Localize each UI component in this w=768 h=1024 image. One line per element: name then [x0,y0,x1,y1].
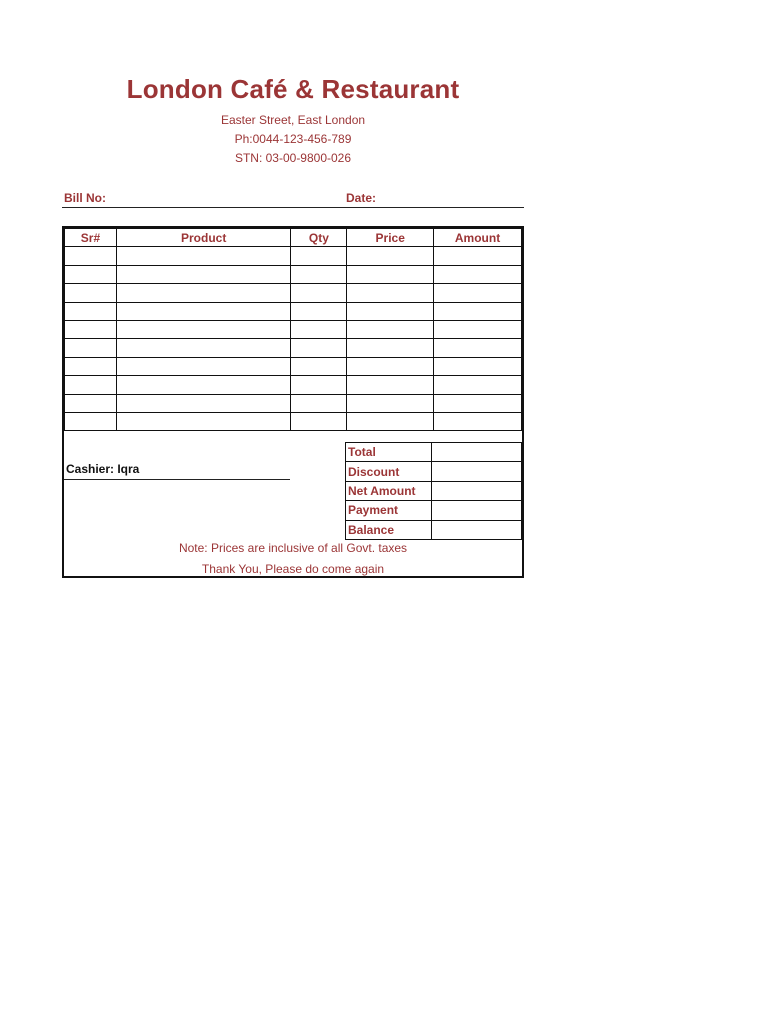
table-row [65,247,522,265]
table-row [65,339,522,357]
table-row [65,320,522,338]
totals-row-net-amount [346,481,522,500]
product-cell[interactable] [116,357,291,375]
address-line: Easter Street, East London [220,113,366,127]
totals-table [345,442,522,540]
sr-cell[interactable] [65,394,117,412]
amount-cell[interactable] [434,394,522,412]
product-cell[interactable] [116,284,291,302]
product-cell[interactable] [116,320,291,338]
price-cell[interactable] [347,412,434,430]
phone-line: Ph:0044-123-456-789 [234,132,352,146]
qty-cell[interactable] [291,265,347,283]
price-cell[interactable] [347,320,434,338]
item-rows [65,247,522,431]
net-amount-value-cell[interactable] [432,481,522,500]
totals-row-balance [346,520,522,539]
price-cell[interactable] [347,394,434,412]
thank-you-note: Thank You, Please do come again [201,562,385,576]
table-row [65,265,522,283]
product-cell[interactable] [116,394,291,412]
amount-cell[interactable] [434,376,522,394]
qty-cell[interactable] [291,247,347,265]
amount-cell[interactable] [434,265,522,283]
product-cell[interactable] [116,265,291,283]
price-cell[interactable] [347,357,434,375]
price-cell[interactable] [347,265,434,283]
sr-cell[interactable] [65,376,117,394]
total-label: Total [346,443,432,462]
amount-cell[interactable] [434,302,522,320]
column-header-amount: Amount [434,229,522,247]
amount-cell[interactable] [434,339,522,357]
invoice-table [62,226,524,578]
price-cell[interactable] [347,284,434,302]
stn-line: STN: 03-00-9800-026 [234,151,352,165]
product-cell[interactable] [116,412,291,430]
payment-label: Payment [346,501,432,520]
table-row [65,412,522,430]
sr-cell[interactable] [65,320,117,338]
date-label: Date: [346,191,377,205]
price-cell[interactable] [347,376,434,394]
sr-cell[interactable] [65,302,117,320]
price-cell[interactable] [347,302,434,320]
totals-row-discount [346,462,522,481]
sr-cell[interactable] [65,339,117,357]
qty-cell[interactable] [291,357,347,375]
balance-value-cell[interactable] [432,520,522,539]
sr-cell[interactable] [65,247,117,265]
qty-cell[interactable] [291,394,347,412]
table-row [65,302,522,320]
qty-cell[interactable] [291,320,347,338]
qty-cell[interactable] [291,376,347,394]
table-row [65,394,522,412]
amount-cell[interactable] [434,284,522,302]
amount-cell[interactable] [434,357,522,375]
cashier-label: Cashier: Iqra [64,462,290,480]
sr-cell[interactable] [65,357,117,375]
payment-value-cell[interactable] [432,501,522,520]
balance-label: Balance [346,520,432,539]
sr-cell[interactable] [65,265,117,283]
bill-info-row [62,190,524,208]
table-row [65,376,522,394]
product-cell[interactable] [116,302,291,320]
column-header-product: Product [116,229,291,247]
product-cell[interactable] [116,339,291,357]
header-row [65,229,522,247]
net-amount-label: Net Amount [346,481,432,500]
qty-cell[interactable] [291,339,347,357]
amount-cell[interactable] [434,412,522,430]
price-cell[interactable] [347,339,434,357]
discount-label: Discount [346,462,432,481]
column-header-qty: Qty [291,229,347,247]
total-value-cell[interactable] [432,443,522,462]
table-row [65,357,522,375]
column-header-price: Price [347,229,434,247]
price-cell[interactable] [347,247,434,265]
product-cell[interactable] [116,247,291,265]
amount-cell[interactable] [434,247,522,265]
discount-value-cell[interactable] [432,462,522,481]
totals-row-payment [346,501,522,520]
restaurant-title: London Café & Restaurant [126,74,460,104]
bill-no-label: Bill No: [64,191,106,205]
table-row [65,284,522,302]
tax-note: Note: Prices are inclusive of all Govt. taxes [178,541,408,555]
qty-cell[interactable] [291,412,347,430]
column-header-sr: Sr# [65,229,117,247]
amount-cell[interactable] [434,320,522,338]
qty-cell[interactable] [291,284,347,302]
sr-cell[interactable] [65,412,117,430]
items-table [64,228,522,431]
product-cell[interactable] [116,376,291,394]
totals-row-total [346,443,522,462]
qty-cell[interactable] [291,302,347,320]
sr-cell[interactable] [65,284,117,302]
